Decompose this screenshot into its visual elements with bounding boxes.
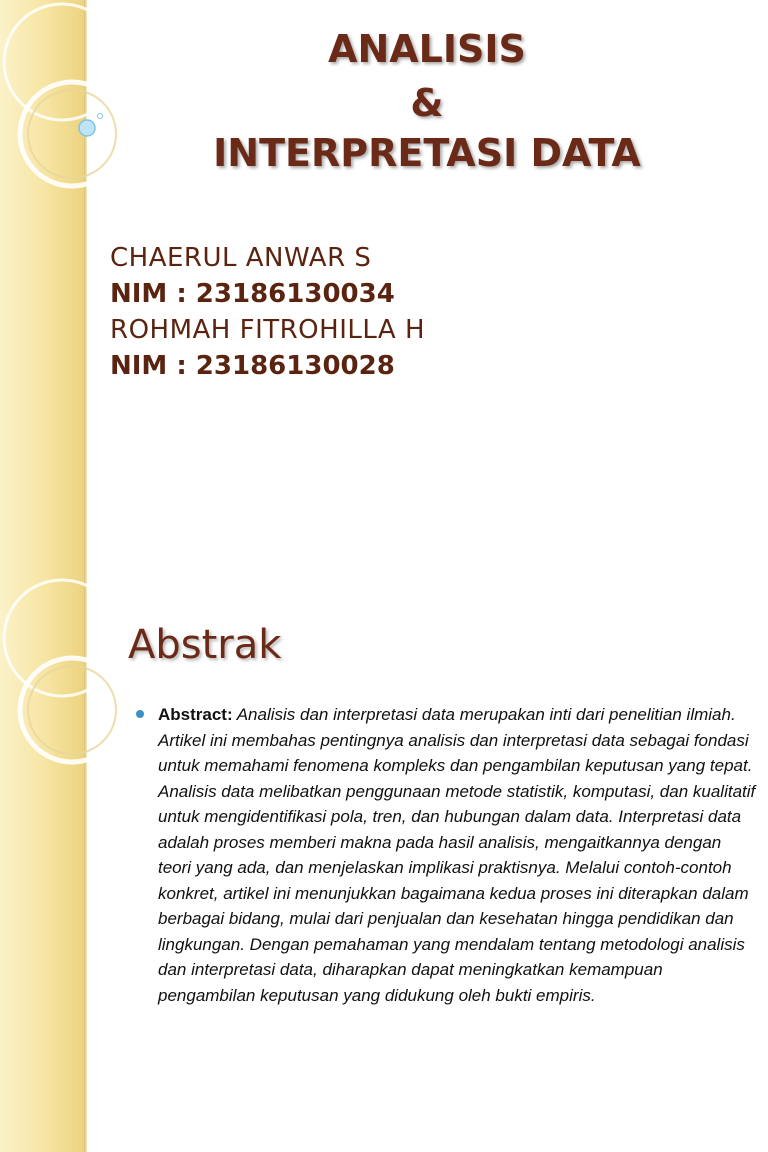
title-line-ampersand: & <box>410 81 444 125</box>
author-nim-1: NIM : 23186130034 <box>110 279 395 309</box>
abstract-paragraph <box>158 702 758 1008</box>
author-name-2: ROHMAH FITROHILLA H <box>110 315 426 345</box>
author-name-1: CHAERUL ANWAR S <box>110 243 372 273</box>
author-nim-2: NIM : 23186130028 <box>110 351 395 381</box>
slide-heading: Abstrak <box>128 622 282 668</box>
abstract-label: Abstract: <box>158 705 233 724</box>
abstract-slide <box>0 576 768 1152</box>
bullet-icon <box>136 710 144 718</box>
circle-ornament-icon <box>0 576 140 776</box>
abstract-text: Analisis dan interpretasi data merupakan inti dari penelitian ilmiah. Artikel ini membahas pentingnya analisis dan interpretasi data sebagai fondasi untuk memahami fenomena kompleks dan pengambilan keputusan yang tepat. Analisis data melibatkan penggunaan metode statistik, komputasi, dan kualitatif untuk mengidentifikasi pola, tren, dan hubungan dalam data. Interpretasi data adalah proses memberi makna pada hasil analisis, mengaitkannya dengan teori yang ada, dan menjelaskan implikasi praktisnya. Melalui contoh-contoh konkret, artikel ini menunjukkan bagaimana kedua proses ini diterapkan dalam berbagai bidang, mulai dari penjualan dan kesehatan hingga pendidikan dan lingkungan. Dengan pemahaman yang mendalam tentang metodologi analisis dan interpretasi data, diharapkan dapat meningkatkan kemampuan pengambilan keputusan yang didukung oleh bukti empiris. <box>158 705 756 1005</box>
title-line-interpretasi: INTERPRETASI DATA <box>213 131 641 175</box>
title-line-analisis: ANALISIS <box>328 27 526 71</box>
author-list <box>110 240 425 384</box>
